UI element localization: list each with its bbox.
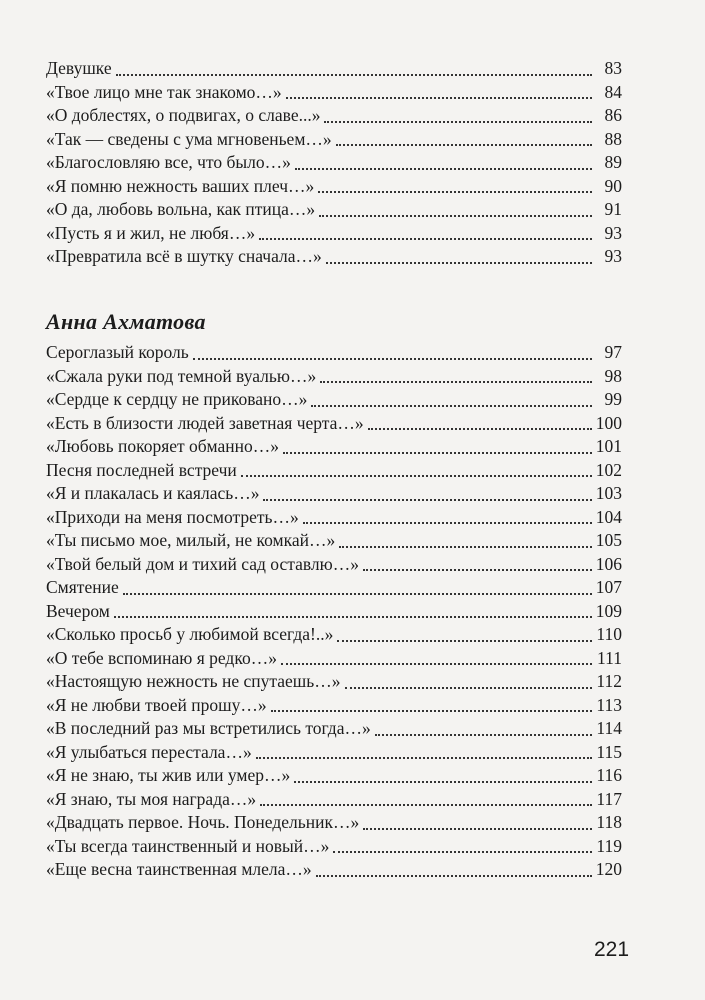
toc-leader-dots xyxy=(294,781,592,783)
toc-entry-title: «О тебе вспоминаю я редко…» xyxy=(46,647,277,668)
toc-entry xyxy=(46,623,622,647)
toc-section-akhmatova xyxy=(46,341,622,882)
toc-entry xyxy=(46,365,622,389)
toc-entry-page: 106 xyxy=(595,553,622,574)
toc-entry-title: «Настоящую нежность не спутаешь…» xyxy=(46,671,341,691)
toc-entry-title: «Я знаю, ты моя награда…» xyxy=(46,788,257,809)
toc-leader-dots xyxy=(193,358,592,360)
toc-entry-page: 115 xyxy=(596,741,622,762)
toc-entry-title: «Есть в близости людей заветная черта…» xyxy=(46,412,364,433)
toc-entry-title: «Любовь покоряет обманно…» xyxy=(46,436,279,456)
toc-entry-page: 114 xyxy=(596,718,622,738)
toc-leader-dots xyxy=(263,499,591,501)
toc-entry xyxy=(46,341,622,365)
toc-leader-dots xyxy=(283,452,592,454)
toc-entry xyxy=(46,576,622,600)
toc-entry-title: «Двадцать первое. Ночь. Понедельник…» xyxy=(46,812,360,832)
toc-entry xyxy=(46,811,622,835)
toc-entry-page: 93 xyxy=(604,222,622,243)
toc-leader-dots xyxy=(375,734,592,736)
toc-entry-title: «Ты письмо мое, милый, не комкай…» xyxy=(46,530,336,550)
toc-entry-title: «В последний раз мы встретились тогда…» xyxy=(46,718,371,738)
toc-leader-dots xyxy=(368,428,592,430)
toc-leader-dots xyxy=(320,381,592,383)
toc-entry-page: 104 xyxy=(595,506,622,527)
page-number: 221 xyxy=(594,938,630,961)
toc-leader-dots xyxy=(259,238,592,240)
toc-entry xyxy=(46,222,622,246)
toc-entry xyxy=(46,57,622,81)
toc-entry-title: «О да, любовь вольна, как птица…» xyxy=(46,199,316,219)
toc-entry-title: Песня последней встречи xyxy=(46,459,237,480)
toc-leader-dots xyxy=(316,875,592,877)
toc-entry-page: 88 xyxy=(604,128,622,149)
toc-entry xyxy=(46,459,622,483)
toc-entry-page: 102 xyxy=(595,459,622,480)
toc-leader-dots xyxy=(311,405,592,407)
toc-leader-dots xyxy=(319,215,592,217)
toc-entry-title: «Ты всегда таинственный и новый…» xyxy=(46,835,330,856)
toc-entry-page: 90 xyxy=(604,175,622,196)
toc-leader-dots xyxy=(116,74,592,76)
toc-entry-title: «Сердце к сердцу не приковано…» xyxy=(46,389,308,409)
toc-leader-dots xyxy=(339,546,592,548)
toc-entry xyxy=(46,600,622,624)
toc-entry-title: «Я не любви твоей прошу…» xyxy=(46,694,267,715)
toc-entry xyxy=(46,388,622,412)
toc-entry-page: 93 xyxy=(604,246,622,266)
toc-entry-page: 86 xyxy=(604,105,622,125)
toc-entry xyxy=(46,435,622,459)
toc-entry xyxy=(46,412,622,436)
toc-entry-title: «Я помню нежность ваших плеч…» xyxy=(46,175,315,196)
toc-leader-dots xyxy=(281,663,592,665)
toc-entry xyxy=(46,128,622,152)
toc-entry-title: Девушке xyxy=(46,58,112,78)
author-heading: Анна Ахматова xyxy=(46,309,206,334)
toc-leader-dots xyxy=(241,475,592,477)
toc-entry xyxy=(46,647,622,671)
toc-leader-dots xyxy=(318,191,592,193)
toc-entry xyxy=(46,553,622,577)
toc-entry-page: 109 xyxy=(595,600,622,621)
toc-entry-page: 118 xyxy=(596,812,622,832)
toc-entry-page: 103 xyxy=(595,483,622,503)
toc-leader-dots xyxy=(333,851,592,853)
toc-entry-title: «Пусть я и жил, не любя…» xyxy=(46,222,256,243)
toc-leader-dots xyxy=(303,522,592,524)
toc-entry-title: «О доблестях, о подвигах, о славе...» xyxy=(46,105,321,125)
toc-entry-page: 105 xyxy=(595,530,622,550)
toc-entry-title: «Приходи на меня посмотреть…» xyxy=(46,506,299,527)
toc-entry xyxy=(46,717,622,741)
toc-entry xyxy=(46,506,622,530)
toc-entry-page: 113 xyxy=(596,694,622,715)
toc-entry-page: 83 xyxy=(604,58,622,78)
toc-leader-dots xyxy=(256,757,592,759)
toc-entry xyxy=(46,175,622,199)
toc-entry-title: «Твой белый дом и тихий сад оставлю…» xyxy=(46,553,359,574)
toc-leader-dots xyxy=(363,569,592,571)
toc-entry-title: Смятение xyxy=(46,577,119,597)
toc-entry-title: «Превратила всё в шутку сначала…» xyxy=(46,246,322,266)
toc-entry-title: «Сжала руки под темной вуалью…» xyxy=(46,365,317,386)
toc-entry xyxy=(46,529,622,553)
toc-entry-page: 89 xyxy=(604,152,622,172)
toc-entry-page: 100 xyxy=(595,412,622,433)
toc-entry-page: 98 xyxy=(604,365,622,386)
toc-entry xyxy=(46,198,622,222)
toc-entry-title: «Твое лицо мне так знакомо…» xyxy=(46,81,282,102)
toc-entry-page: 84 xyxy=(604,81,622,102)
toc-entry xyxy=(46,482,622,506)
toc-entry xyxy=(46,104,622,128)
toc-entry xyxy=(46,741,622,765)
toc-entry-page: 117 xyxy=(596,788,622,809)
toc-entry-page: 99 xyxy=(604,389,622,409)
toc-entry-page: 120 xyxy=(595,859,622,879)
toc-leader-dots xyxy=(337,640,592,642)
toc-entry-page: 112 xyxy=(596,671,622,691)
toc-section-previous-author xyxy=(46,57,622,269)
toc-leader-dots xyxy=(345,687,592,689)
toc-entry-title: «Я не знаю, ты жив или умер…» xyxy=(46,765,291,785)
toc-entry xyxy=(46,151,622,175)
toc-entry xyxy=(46,245,622,269)
toc-entry-page: 97 xyxy=(604,342,622,362)
toc-leader-dots xyxy=(324,121,592,123)
toc-entry-title: «Благословляю все, что было…» xyxy=(46,152,291,172)
toc-entry-title: «Сколько просьб у любимой всегда!..» xyxy=(46,624,334,644)
toc-entry-title: «Так — сведены с ума мгновеньем…» xyxy=(46,128,332,149)
toc-entry-page: 116 xyxy=(596,765,622,785)
toc-entry-page: 111 xyxy=(597,647,622,668)
toc-leader-dots xyxy=(363,828,592,830)
toc-leader-dots xyxy=(123,593,592,595)
toc-entry-page: 119 xyxy=(596,835,622,856)
toc-entry xyxy=(46,694,622,718)
toc-leader-dots xyxy=(295,168,592,170)
toc-entry-title: «Я улыбаться перестала…» xyxy=(46,741,252,762)
toc-entry xyxy=(46,764,622,788)
toc-leader-dots xyxy=(114,616,592,618)
toc-leader-dots xyxy=(271,710,592,712)
toc-entry-page: 91 xyxy=(604,199,622,219)
toc-entry xyxy=(46,858,622,882)
toc-entry-title: «Еще весна таинственная млела…» xyxy=(46,859,312,879)
toc-leader-dots xyxy=(326,262,592,264)
toc-entry-page: 101 xyxy=(595,436,622,456)
toc-entry-title: Вечером xyxy=(46,600,110,621)
toc-entry xyxy=(46,81,622,105)
toc-entry xyxy=(46,788,622,812)
toc-leader-dots xyxy=(286,97,592,99)
toc-leader-dots xyxy=(260,804,592,806)
toc-entry-title: «Я и плакалась и каялась…» xyxy=(46,483,260,503)
toc-entry-title: Сероглазый король xyxy=(46,342,189,362)
toc-entry xyxy=(46,835,622,859)
toc-entry-page: 110 xyxy=(596,624,622,644)
toc-entry xyxy=(46,670,622,694)
toc-leader-dots xyxy=(336,144,592,146)
toc-entry-page: 107 xyxy=(595,577,622,597)
